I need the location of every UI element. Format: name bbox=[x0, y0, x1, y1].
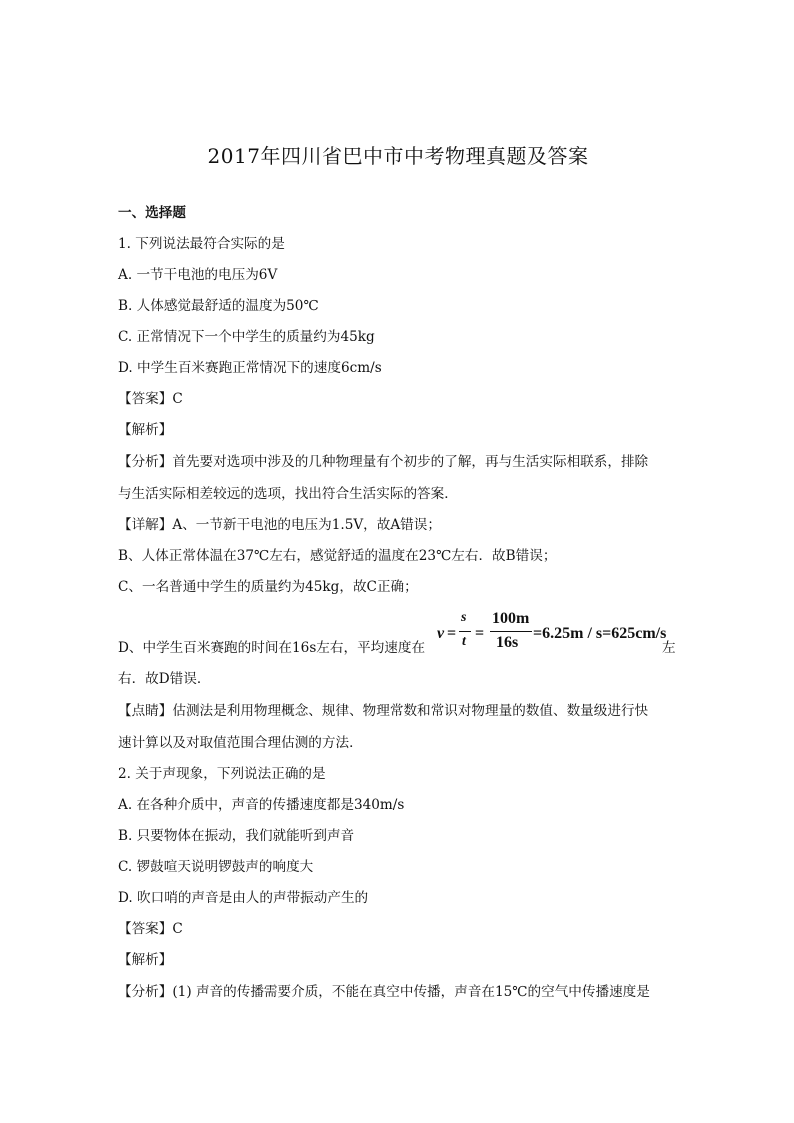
document-page bbox=[118, 0, 678, 1123]
question-2-option-b: B. 只要物体在振动，我们就能听到声音 bbox=[118, 828, 355, 844]
formula-denominator: 16s bbox=[496, 634, 519, 651]
formula-equals-2: = bbox=[475, 625, 485, 642]
question-1-option-a: A. 一节干电池的电压为6V bbox=[118, 267, 278, 283]
formula-fraction-bar-1 bbox=[459, 631, 471, 632]
question-1-analysis-line-2: 与生活实际相差较远的选项，找出符合生活实际的答案． bbox=[118, 486, 458, 502]
question-1-stem: 1. 下列说法最符合实际的是 bbox=[118, 236, 285, 252]
detail-d-text: D、中学生百米赛跑的时间在16s左右，平均速度在 bbox=[118, 640, 426, 656]
question-2-option-a: A. 在各种介质中，声音的传播速度都是340m/s bbox=[118, 797, 405, 813]
question-1-option-d: D. 中学生百米赛跑正常情况下的速度6cm/s bbox=[118, 360, 382, 376]
question-2-answer: 【答案】C bbox=[118, 921, 183, 937]
question-1-detail-c: C、一名普通中学生的质量约为45kg，故C正确； bbox=[118, 579, 418, 595]
question-2-analysis-line-1: 【分析】(1) 声音的传播需要介质，不能在真空中传播，声音在15℃的空气中传播速度是 bbox=[118, 984, 650, 1000]
question-1-comment-line-1: 【点睛】估测法是利用物理概念、规律、物理常数和常识对物理量的数值、数量级进行快 bbox=[118, 703, 649, 719]
question-1-detail-a: 【详解】A、一节新干电池的电压为1.5V，故A错误； bbox=[118, 517, 441, 533]
formula-result: =6.25m / s=625cm/s bbox=[533, 625, 667, 642]
formula-numerator: 100m bbox=[492, 610, 530, 627]
question-1-detail-b: B、人体正常体温在37℃左右，感觉舒适的温度在23℃左右．故B错误； bbox=[118, 548, 557, 564]
question-2-option-c: C. 锣鼓喧天说明锣鼓声的响度大 bbox=[118, 859, 314, 875]
question-1-option-b: B. 人体感觉最舒适的温度为50℃ bbox=[118, 298, 319, 314]
question-1-analysis-label: 【解析】 bbox=[118, 422, 173, 438]
formula-s: s bbox=[461, 610, 467, 625]
question-1-answer: 【答案】C bbox=[118, 391, 183, 407]
question-2-option-d: D. 吹口哨的声音是由人的声带振动产生的 bbox=[118, 890, 369, 906]
formula-equals-1: = bbox=[447, 625, 457, 642]
detail-d-suffix: 左 bbox=[662, 640, 676, 656]
document-title: 2017年四川省巴中市中考物理真题及答案 bbox=[207, 144, 589, 168]
formula-v: v bbox=[437, 625, 445, 642]
question-2-analysis-label: 【解析】 bbox=[118, 952, 173, 968]
formula-t: t bbox=[462, 634, 466, 649]
question-1-analysis-line-1: 【分析】首先要对选项中涉及的几种物理量有个初步的了解，再与生活实际相联系，排除 bbox=[118, 454, 649, 470]
section-heading: 一、选择题 bbox=[118, 205, 186, 221]
formula-fraction-bar-2 bbox=[490, 631, 532, 632]
question-2-stem: 2. 关于声现象，下列说法正确的是 bbox=[118, 766, 326, 782]
question-1-option-c: C. 正常情况下一个中学生的质量约为45kg bbox=[118, 329, 375, 345]
question-1-comment-line-2: 速计算以及对取值范围合理估测的方法． bbox=[118, 735, 363, 751]
question-1-detail-d-line-2: 右．故D错误． bbox=[118, 671, 211, 687]
question-1-detail-d bbox=[118, 612, 678, 660]
